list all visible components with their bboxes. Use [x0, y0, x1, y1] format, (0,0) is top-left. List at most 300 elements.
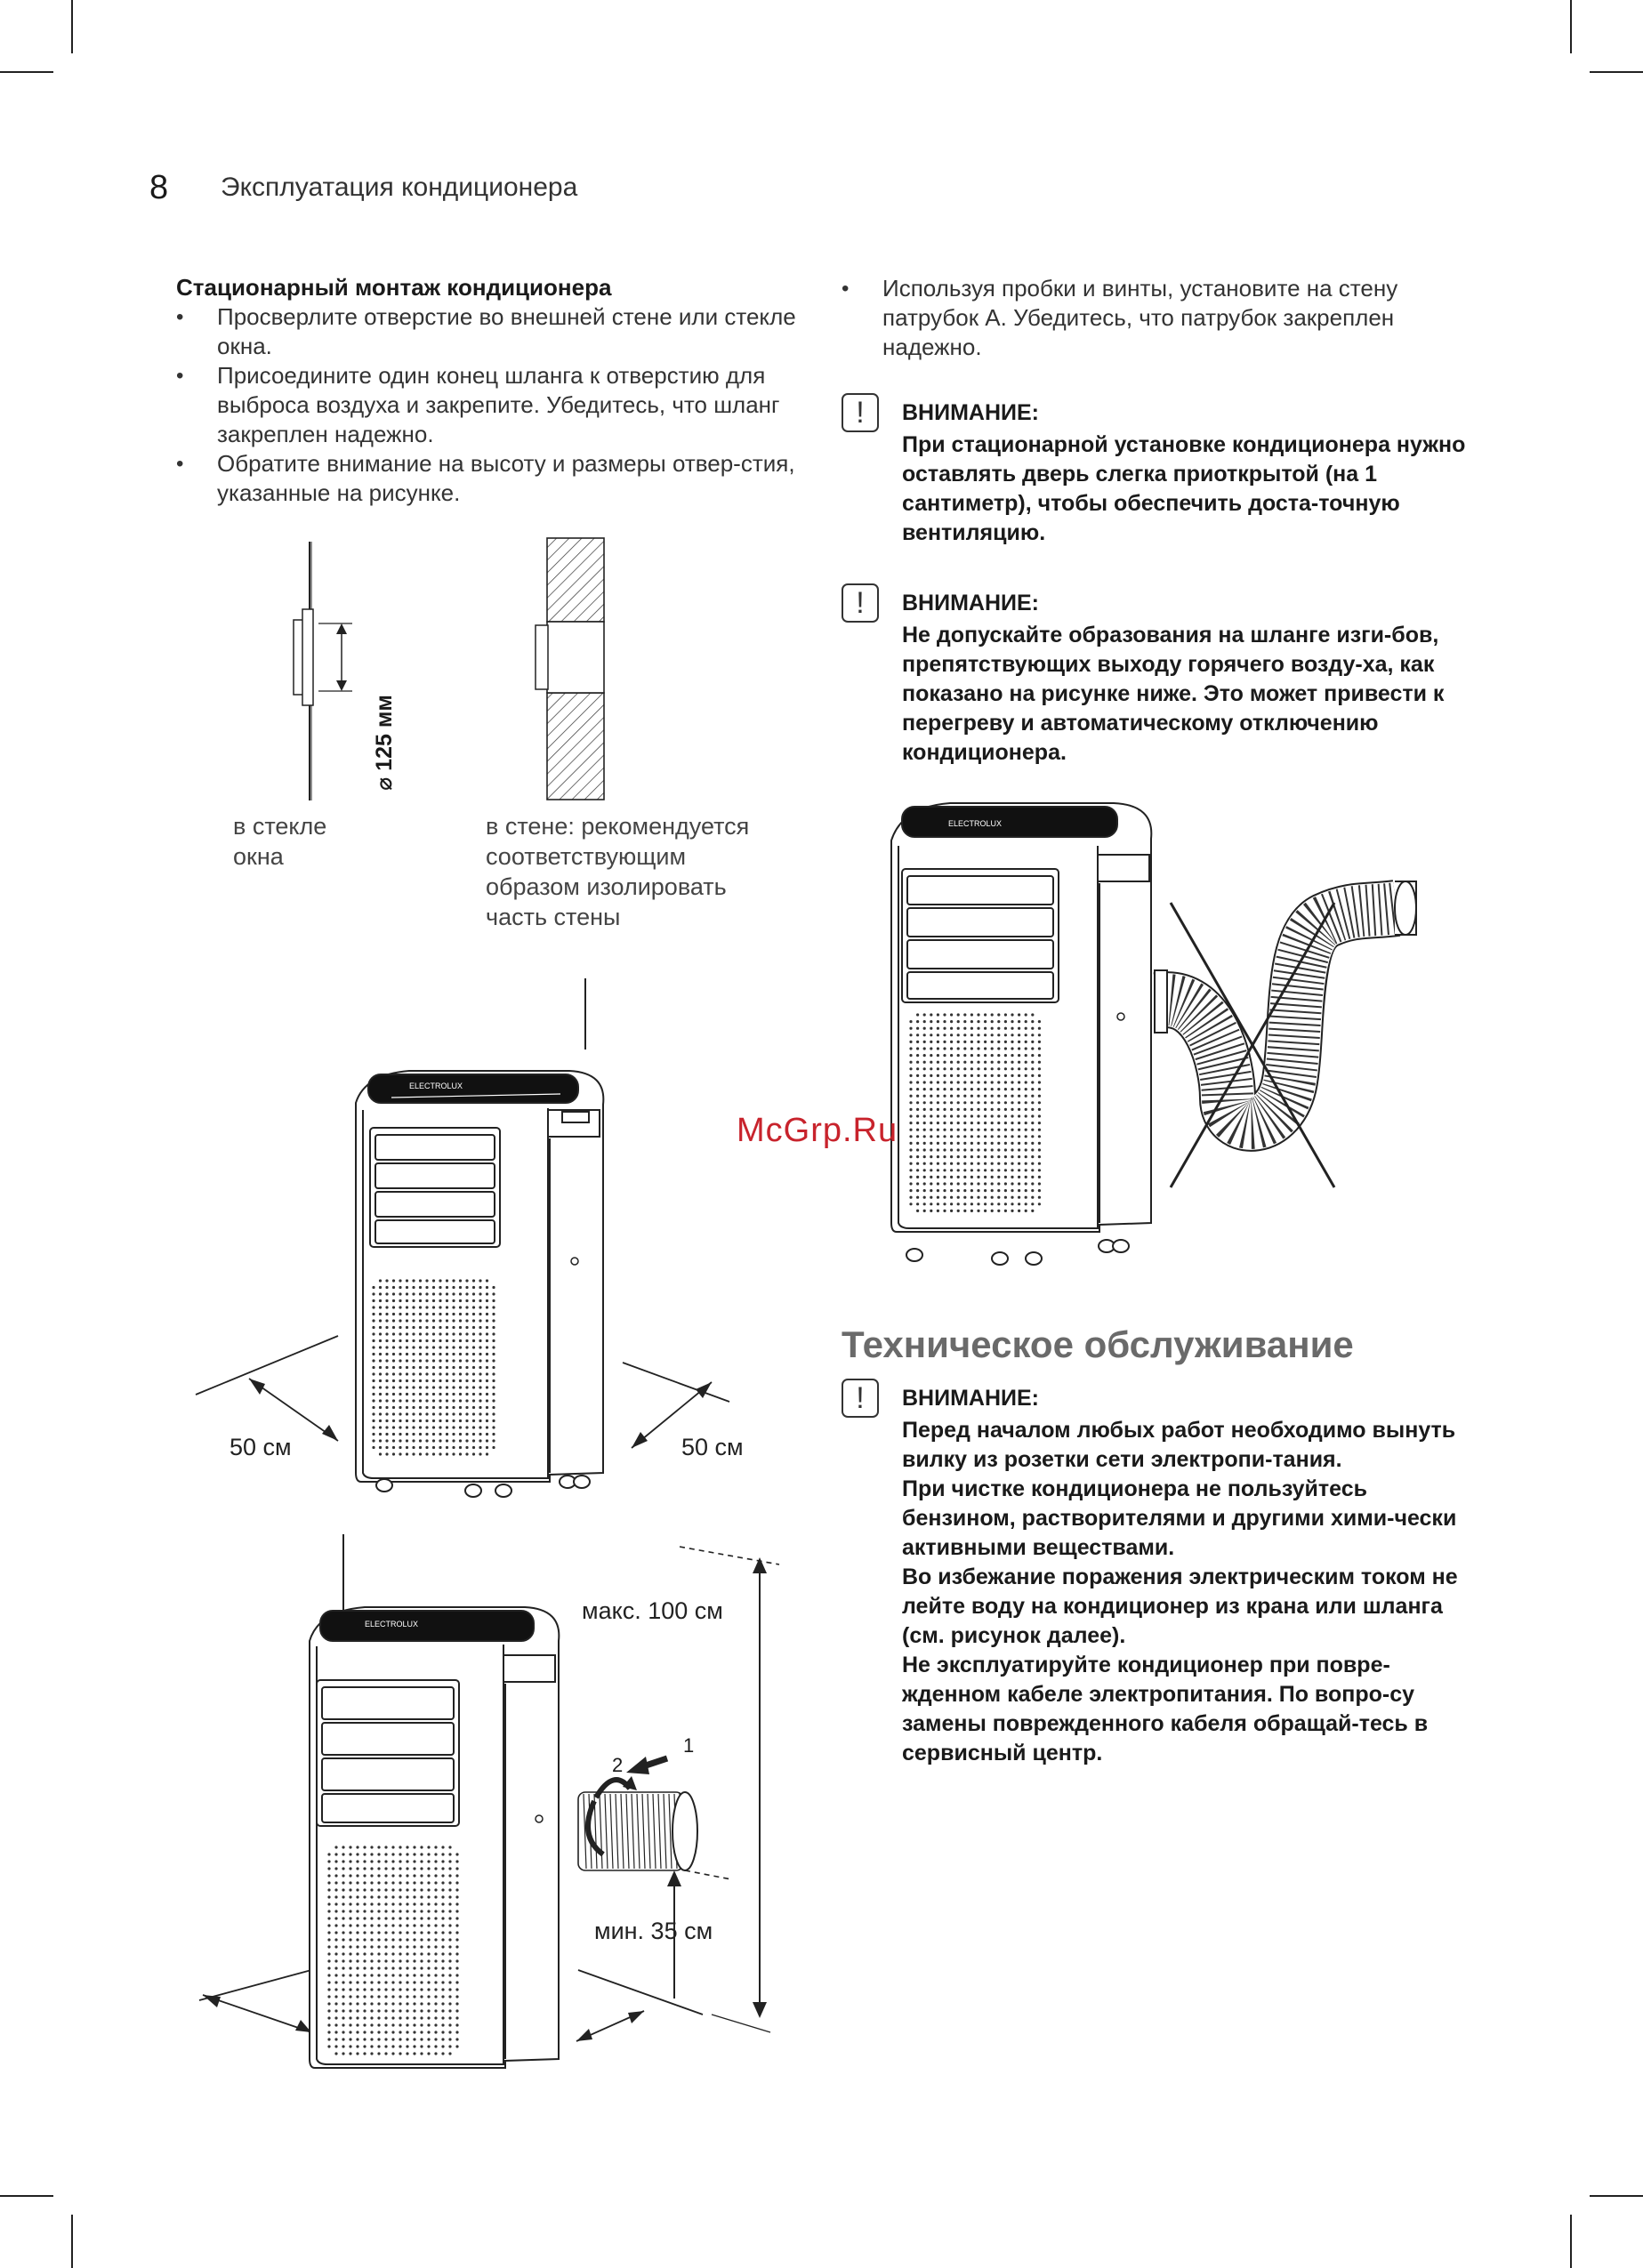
grille-dot — [459, 1332, 462, 1335]
grille-dot — [432, 1412, 435, 1415]
grille-dot — [930, 1155, 932, 1158]
warning-hose-bends — [842, 583, 1482, 779]
grille-dot — [984, 1162, 987, 1165]
grille-dot — [349, 2045, 351, 2047]
grille-dot — [379, 1406, 382, 1409]
grille-dot — [977, 1176, 979, 1178]
grille-dot — [937, 1041, 939, 1043]
grille-dot — [1025, 1210, 1027, 1212]
grille-dot — [937, 1027, 939, 1030]
grille-dot — [1038, 1122, 1041, 1124]
grille-dot — [923, 1054, 926, 1057]
grille-dot — [432, 1292, 435, 1295]
grille-dot — [950, 1020, 953, 1023]
grille-dot — [970, 1148, 973, 1151]
clearance-left-label: 50 см — [230, 1434, 292, 1460]
grille-dot — [1018, 1169, 1020, 1171]
grille-dot — [425, 1412, 428, 1415]
grille-dot — [356, 1974, 358, 1976]
grille-dot — [943, 1162, 946, 1165]
grille-dot — [327, 1981, 330, 1983]
grille-dot — [455, 1888, 458, 1891]
grille-dot — [406, 2016, 408, 2019]
grille-dot — [434, 2031, 437, 2033]
grille-dot — [916, 1081, 919, 1083]
grille-dot — [420, 2023, 423, 2026]
grille-dot — [342, 2002, 344, 2005]
grille-dot — [997, 1067, 1000, 1070]
grille-dot — [377, 1988, 380, 1991]
grille-dot — [916, 1189, 919, 1192]
grille-dot — [1004, 1041, 1007, 1043]
grille-dot — [943, 1176, 946, 1178]
grille-dot — [420, 1895, 423, 1898]
grille-dot — [997, 1148, 1000, 1151]
grille-dot — [391, 2002, 394, 2005]
grille-dot — [356, 1959, 358, 1962]
grille-dot — [334, 1974, 337, 1976]
grille-dot — [937, 1061, 939, 1064]
grille-dot — [479, 1306, 481, 1308]
grille-dot — [472, 1353, 475, 1355]
grille-dot — [486, 1319, 488, 1322]
grille-dot — [363, 1910, 366, 1912]
grille-dot — [342, 1988, 344, 1991]
grille-dot — [412, 1439, 415, 1442]
grille-dot — [377, 1959, 380, 1962]
grille-dot — [327, 1995, 330, 1998]
grille-dot — [427, 1924, 430, 1926]
grille-dot — [970, 1176, 973, 1178]
grille-dot — [984, 1061, 987, 1064]
grille-dot — [957, 1142, 960, 1145]
grille-dot — [492, 1353, 495, 1355]
grille-dot — [930, 1108, 932, 1111]
grille-dot — [923, 1067, 926, 1070]
grille-dot — [370, 2031, 373, 2033]
grille-dot — [465, 1353, 468, 1355]
grille-dot — [486, 1339, 488, 1342]
grille-dot — [486, 1313, 488, 1315]
grille-dot — [434, 1981, 437, 1983]
grille-dot — [385, 1412, 388, 1415]
grille-dot — [1031, 1047, 1034, 1050]
grille-dot — [943, 1114, 946, 1117]
grille-dot — [1004, 1182, 1007, 1185]
grille-dot — [385, 1313, 388, 1315]
grille-dot — [439, 1279, 441, 1282]
grille-dot — [412, 1399, 415, 1402]
grille-dot — [984, 1074, 987, 1077]
grille-dot — [370, 2009, 373, 2012]
grille-dot — [427, 1895, 430, 1898]
grille-dot — [937, 1067, 939, 1070]
grille-dot — [425, 1353, 428, 1355]
grille-dot — [486, 1332, 488, 1335]
grille-dot — [420, 1902, 423, 1905]
grille-dot — [412, 1332, 415, 1335]
grille-dot — [412, 1286, 415, 1289]
grille-dot — [991, 1135, 994, 1138]
grille-dot — [1025, 1196, 1027, 1199]
grille-dot — [384, 1952, 387, 1955]
grille-dot — [412, 1292, 415, 1295]
grille-dot — [342, 1952, 344, 1955]
grille-dot — [977, 1182, 979, 1185]
grille-dot — [406, 2031, 408, 2033]
grille-dot — [991, 1027, 994, 1030]
grille-dot — [984, 1114, 987, 1117]
grille-dot — [356, 2002, 358, 2005]
grille-dot — [1031, 1027, 1034, 1030]
grille-dot — [334, 1995, 337, 1998]
grille-dot — [446, 1439, 448, 1442]
grille-dot — [452, 1426, 455, 1428]
grille-dot — [486, 1359, 488, 1362]
grille-dot — [406, 1420, 408, 1422]
grille-dot — [909, 1101, 912, 1104]
grille-dot — [1018, 1196, 1020, 1199]
grille-dot — [937, 1013, 939, 1016]
grille-dot — [425, 1399, 428, 1402]
grille-dot — [363, 1931, 366, 1934]
grille-dot — [372, 1406, 375, 1409]
grille-dot — [997, 1108, 1000, 1111]
grille-dot — [413, 2031, 415, 2033]
grille-dot — [432, 1372, 435, 1375]
grille-dot — [943, 1033, 946, 1036]
grille-dot — [356, 1846, 358, 1848]
grille-dot — [963, 1162, 966, 1165]
grille-dot — [441, 1931, 444, 1934]
grille-dot — [349, 1974, 351, 1976]
grille-dot — [465, 1339, 468, 1342]
grille-dot — [950, 1176, 953, 1178]
grille-dot — [465, 1359, 468, 1362]
grille-dot — [957, 1020, 960, 1023]
grille-dot — [923, 1189, 926, 1192]
grille-dot — [372, 1379, 375, 1382]
grille-dot — [984, 1169, 987, 1171]
grille-dot — [406, 1938, 408, 1941]
grille-dot — [446, 1306, 448, 1308]
grille-dot — [916, 1013, 919, 1016]
grille-dot — [419, 1359, 422, 1362]
grille-dot — [1025, 1074, 1027, 1077]
grille-dot — [479, 1412, 481, 1415]
grille-dot — [420, 1874, 423, 1877]
grille-dot — [448, 1945, 451, 1948]
grille-dot — [370, 1938, 373, 1941]
grille-dot — [452, 1433, 455, 1436]
grille-dot — [943, 1189, 946, 1192]
grille-dot — [363, 1981, 366, 1983]
grille-dot — [984, 1155, 987, 1158]
grille-dot — [1025, 1081, 1027, 1083]
grille-dot — [465, 1346, 468, 1348]
grille-dot — [412, 1359, 415, 1362]
grille-dot — [1004, 1088, 1007, 1090]
grille-dot — [399, 1924, 401, 1926]
caption-wall: в стене: рекомендуется соответствующим образом изолировать часть стены — [486, 813, 750, 930]
grille-dot — [997, 1196, 1000, 1199]
grille-dot — [455, 1867, 458, 1870]
grille-dot — [448, 1902, 451, 1905]
grille-dot — [930, 1169, 932, 1171]
grille-dot — [327, 1974, 330, 1976]
grille-dot — [399, 1974, 401, 1976]
grille-dot — [977, 1013, 979, 1016]
grille-dot — [399, 1393, 401, 1395]
grille-dot — [465, 1292, 468, 1295]
grille-dot — [441, 1959, 444, 1962]
grille-dot — [455, 1966, 458, 1969]
grille-dot — [392, 1452, 395, 1455]
grille-dot — [349, 1945, 351, 1948]
grille-dot — [909, 1114, 912, 1117]
grille-dot — [459, 1353, 462, 1355]
grille-dot — [930, 1142, 932, 1145]
grille-dot — [379, 1292, 382, 1295]
grille-dot — [399, 1339, 401, 1342]
grille-dot — [327, 1952, 330, 1955]
grille-dot — [432, 1433, 435, 1436]
grille-dot — [970, 1162, 973, 1165]
grille-dot — [413, 1888, 415, 1891]
grille-dot — [452, 1379, 455, 1382]
grille-dot — [984, 1067, 987, 1070]
grille-dot — [1031, 1114, 1034, 1117]
grille-dot — [950, 1047, 953, 1050]
grille-dot — [991, 1020, 994, 1023]
grille-dot — [427, 2031, 430, 2033]
grille-dot — [384, 1938, 387, 1941]
grille-dot — [327, 1924, 330, 1926]
grille-dot — [1031, 1074, 1034, 1077]
grille-dot — [448, 2023, 451, 2026]
grille-dot — [439, 1353, 441, 1355]
grille-dot — [452, 1372, 455, 1375]
grille-dot — [406, 1332, 408, 1335]
grille-dot — [997, 1182, 1000, 1185]
grille-dot — [937, 1033, 939, 1036]
grille-dot — [930, 1027, 932, 1030]
grille-dot — [399, 1917, 401, 1919]
grille-dot — [385, 1286, 388, 1289]
grille-dot — [377, 1945, 380, 1948]
grille-dot — [970, 1095, 973, 1098]
grille-dot — [370, 1867, 373, 1870]
grille-dot — [1018, 1067, 1020, 1070]
grille-dot — [923, 1047, 926, 1050]
grille-dot — [1038, 1033, 1041, 1036]
grille-dot — [356, 1952, 358, 1955]
grille-dot — [1004, 1162, 1007, 1165]
grille-dot — [452, 1306, 455, 1308]
grille-dot — [384, 1924, 387, 1926]
grille-dot — [406, 1931, 408, 1934]
grille-dot — [486, 1393, 488, 1395]
grille-dot — [372, 1366, 375, 1369]
grille-dot — [419, 1426, 422, 1428]
grille-dot — [486, 1446, 488, 1449]
grille-dot — [327, 1917, 330, 1919]
grille-dot — [425, 1386, 428, 1388]
warning-paragraph: Перед началом любых работ необходимо вынуть вилку из розетки сети электропи-тания. — [902, 1418, 1456, 1472]
grille-dot — [937, 1081, 939, 1083]
grille-dot — [1018, 1114, 1020, 1117]
grille-dot — [384, 2016, 387, 2019]
grille-dot — [459, 1319, 462, 1322]
grille-dot — [372, 1313, 375, 1315]
grille-dot — [446, 1399, 448, 1402]
grille-dot — [1038, 1041, 1041, 1043]
grille-dot — [427, 1959, 430, 1962]
grille-dot — [327, 1895, 330, 1898]
grille-dot — [327, 1902, 330, 1905]
grille-dot — [970, 1081, 973, 1083]
hole-diameter-label: ⌀ 125 мм — [372, 695, 397, 791]
grille-dot — [446, 1286, 448, 1289]
grille-dot — [452, 1439, 455, 1442]
grille-dot — [385, 1433, 388, 1436]
grille-dot — [425, 1313, 428, 1315]
grille-dot — [950, 1122, 953, 1124]
grille-dot — [391, 1888, 394, 1891]
grille-dot — [997, 1210, 1000, 1212]
grille-dot — [446, 1446, 448, 1449]
grille-dot — [406, 1860, 408, 1862]
grille-dot — [448, 1959, 451, 1962]
grille-dot — [406, 1426, 408, 1428]
grille-dot — [425, 1366, 428, 1369]
grille-dot — [384, 2009, 387, 2012]
grille-dot — [363, 1846, 366, 1848]
grille-dot — [1011, 1129, 1013, 1131]
grille-dot — [1018, 1202, 1020, 1205]
grille-dot — [479, 1286, 481, 1289]
grille-dot — [459, 1372, 462, 1375]
grille-dot — [1004, 1095, 1007, 1098]
grille-dot — [392, 1292, 395, 1295]
grille-dot — [334, 1846, 337, 1848]
grille-dot — [1025, 1095, 1027, 1098]
grille-dot — [334, 1853, 337, 1855]
grille-dot — [1025, 1041, 1027, 1043]
grille-dot — [327, 2045, 330, 2047]
grille-dot — [384, 1910, 387, 1912]
grille-dot — [419, 1306, 422, 1308]
grille-dot — [372, 1420, 375, 1422]
grille-dot — [432, 1286, 435, 1289]
grille-dot — [399, 2031, 401, 2033]
grille-dot — [384, 1995, 387, 1998]
grille-dot — [342, 2009, 344, 2012]
grille-dot — [916, 1169, 919, 1171]
grille-dot — [379, 1379, 382, 1382]
grille-dot — [465, 1426, 468, 1428]
grille-dot — [413, 1995, 415, 1998]
grille-dot — [327, 2009, 330, 2012]
grille-dot — [413, 2045, 415, 2047]
grille-dot — [349, 2016, 351, 2019]
grille-dot — [1031, 1210, 1034, 1212]
grille-dot — [465, 1332, 468, 1335]
grille-dot — [1025, 1114, 1027, 1117]
grille-dot — [991, 1054, 994, 1057]
grille-dot — [909, 1202, 912, 1205]
grille-dot — [943, 1182, 946, 1185]
grille-dot — [479, 1292, 481, 1295]
grille-dot — [370, 1924, 373, 1926]
grille-dot — [455, 1952, 458, 1955]
grille-dot — [412, 1420, 415, 1422]
grille-dot — [425, 1406, 428, 1409]
grille-dot — [413, 1846, 415, 1848]
grille-dot — [937, 1176, 939, 1178]
grille-dot — [909, 1182, 912, 1185]
grille-dot — [427, 1931, 430, 1934]
grille-dot — [930, 1182, 932, 1185]
grille-dot — [412, 1306, 415, 1308]
grille-dot — [452, 1346, 455, 1348]
grille-dot — [923, 1196, 926, 1199]
grille-dot — [399, 1853, 401, 1855]
grille-dot — [957, 1122, 960, 1124]
grille-dot — [420, 1924, 423, 1926]
grille-dot — [1031, 1122, 1034, 1124]
grille-dot — [413, 1959, 415, 1962]
grille-dot — [1004, 1081, 1007, 1083]
grille-dot — [427, 1952, 430, 1955]
grille-dot — [446, 1433, 448, 1436]
grille-dot — [1011, 1114, 1013, 1117]
grille-dot — [909, 1081, 912, 1083]
grille-dot — [1011, 1033, 1013, 1036]
grille-dot — [455, 1981, 458, 1983]
grille-dot — [392, 1346, 395, 1348]
grille-dot — [399, 1306, 401, 1308]
grille-dot — [399, 1988, 401, 1991]
grille-dot — [492, 1433, 495, 1436]
grille-dot — [342, 1959, 344, 1962]
grille-dot — [399, 1406, 401, 1409]
grille-dot — [425, 1292, 428, 1295]
grille-dot — [970, 1033, 973, 1036]
grille-dot — [384, 2031, 387, 2033]
grille-dot — [937, 1189, 939, 1192]
grille-dot — [1018, 1061, 1020, 1064]
grille-dot — [379, 1393, 382, 1395]
grille-dot — [420, 2016, 423, 2019]
grille-dot — [342, 1981, 344, 1983]
grille-dot — [441, 1860, 444, 1862]
grille-dot — [434, 1988, 437, 1991]
grille-dot — [406, 1952, 408, 1955]
grille-dot — [448, 2038, 451, 2040]
grille-dot — [384, 1881, 387, 1884]
grille-dot — [356, 1895, 358, 1898]
grille-dot — [342, 1853, 344, 1855]
grille-dot — [923, 1129, 926, 1131]
grille-dot — [963, 1041, 966, 1043]
grille-dot — [391, 2031, 394, 2033]
grille-dot — [963, 1054, 966, 1057]
grille-dot — [970, 1013, 973, 1016]
grille-dot — [441, 1974, 444, 1976]
grille-dot — [984, 1088, 987, 1090]
grille-dot — [356, 1867, 358, 1870]
